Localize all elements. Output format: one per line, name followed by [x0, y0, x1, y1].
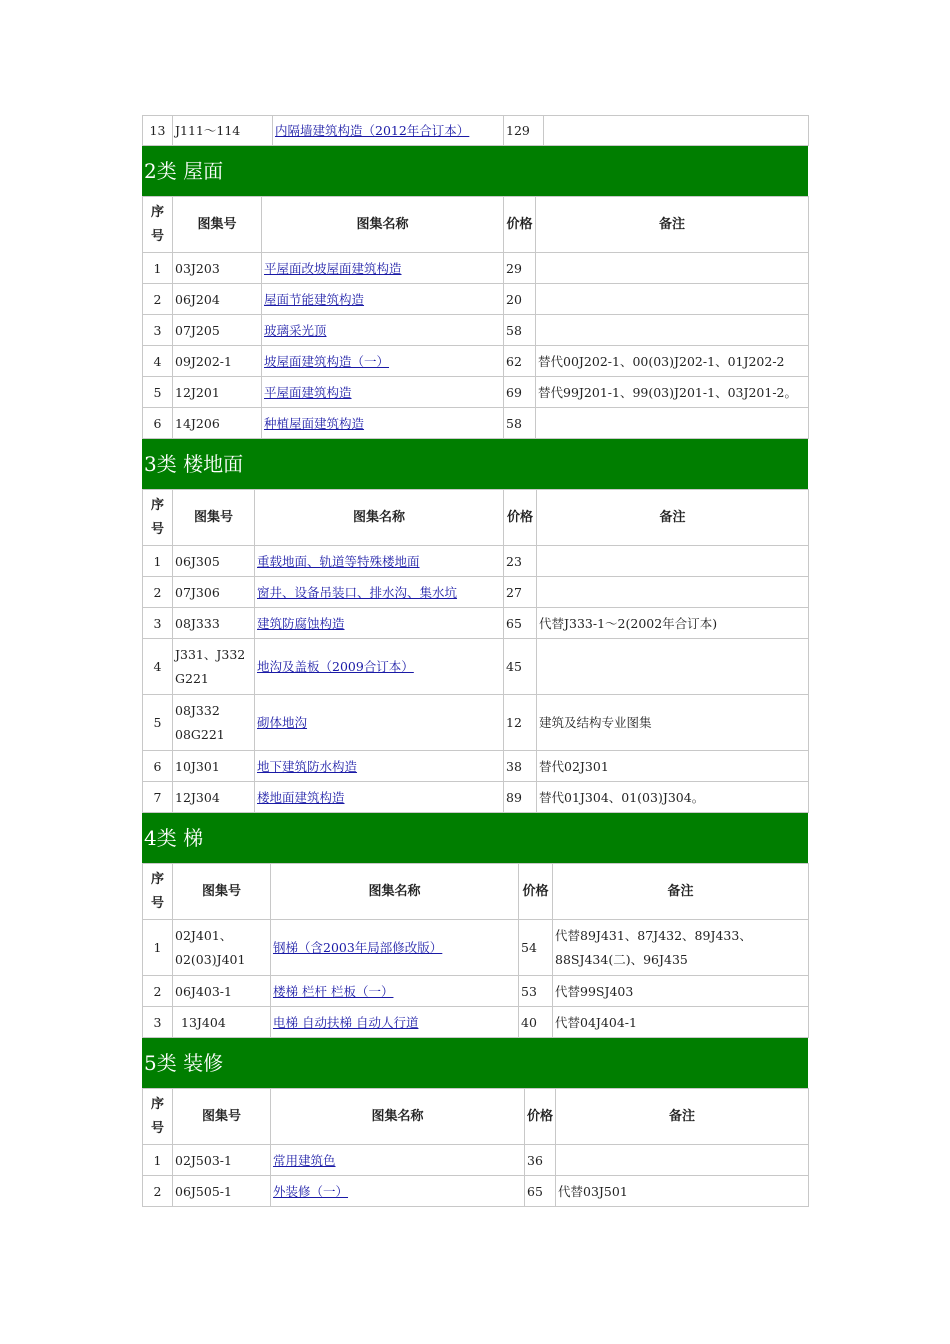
header-row [143, 197, 809, 253]
header-price: 价格 [525, 1089, 556, 1145]
note-cell [536, 315, 809, 346]
name-cell [271, 1007, 519, 1038]
note-cell [537, 546, 809, 577]
name-cell [255, 782, 504, 813]
section-banner-roof: 2类 屋面 [142, 146, 808, 196]
seq-cell: 3 [143, 1007, 173, 1038]
note-cell [556, 1145, 809, 1176]
section-table-decoration [142, 1088, 809, 1207]
seq-cell: 1 [143, 546, 173, 577]
table-row [143, 608, 809, 639]
seq-cell: 1 [143, 253, 173, 284]
code-cell: 09J202-1 [173, 346, 262, 377]
price-cell: 53 [519, 976, 553, 1007]
atlas-link[interactable]: 电梯 自动扶梯 自动人行道 [273, 1014, 419, 1030]
price-cell: 20 [504, 284, 536, 315]
note-cell [537, 577, 809, 608]
header-note: 备注 [553, 864, 809, 920]
price-cell: 29 [504, 253, 536, 284]
atlas-link[interactable]: 种植屋面建筑构造 [264, 415, 365, 431]
code-cell: 07J306 [173, 577, 255, 608]
note-cell: 建筑及结构专业图集 [537, 695, 809, 751]
name-cell [262, 284, 504, 315]
header-note: 备注 [556, 1089, 809, 1145]
seq-cell: 6 [143, 408, 173, 439]
atlas-link[interactable]: 常用建筑色 [273, 1152, 336, 1168]
header-row [143, 864, 809, 920]
price-cell: 54 [519, 920, 553, 976]
note-cell [536, 253, 809, 284]
seq-cell: 7 [143, 782, 173, 813]
name-cell [262, 346, 504, 377]
atlas-link[interactable]: 地下建筑防水构造 [257, 758, 358, 774]
name-cell [255, 751, 504, 782]
header-price: 价格 [504, 197, 536, 253]
table-row [143, 408, 809, 439]
seq-cell: 2 [143, 284, 173, 315]
price-cell: 65 [525, 1176, 556, 1207]
header-row [143, 490, 809, 546]
note-cell: 替代02J301 [537, 751, 809, 782]
name-cell [255, 608, 504, 639]
code-cell: 06J305 [173, 546, 255, 577]
header-name: 图集名称 [262, 197, 504, 253]
name-cell [255, 695, 504, 751]
code-cell: 13J404 [173, 1007, 271, 1038]
atlas-link[interactable]: 地沟及盖板（2009合订本） [257, 659, 414, 674]
note-line: 代替89J431、87J432、89J433、 [555, 927, 752, 943]
name-cell [271, 1176, 525, 1207]
header-code: 图集号 [173, 864, 271, 920]
note-cell [537, 639, 809, 695]
code-cell: 06J403-1 [173, 976, 271, 1007]
atlas-link[interactable]: 砌体地沟 [257, 715, 308, 730]
header-note: 备注 [537, 490, 809, 546]
code-cell: 08J333 [173, 608, 255, 639]
note-cell: 替代01J304、01(03)J304。 [537, 782, 809, 813]
table-row [143, 1007, 809, 1038]
note-cell: 代替03J501 [556, 1176, 809, 1207]
note-cell [536, 284, 809, 315]
top-continuation-table [142, 115, 809, 146]
name-cell [255, 546, 504, 577]
name-cell [255, 639, 504, 695]
section-banner-decoration: 5类 装修 [142, 1038, 808, 1088]
note-cell: 替代99J201-1、99(03)J201-1、03J201-2。 [536, 377, 809, 408]
table-row [143, 920, 809, 976]
price-cell: 12 [504, 695, 537, 751]
code-cell: 02J503-1 [173, 1145, 271, 1176]
name-cell [271, 976, 519, 1007]
table-row [143, 751, 809, 782]
table-row [143, 1176, 809, 1207]
code-cell [173, 639, 255, 695]
table-row [143, 284, 809, 315]
atlas-link[interactable]: 屋面节能建筑构造 [264, 291, 365, 307]
header-row [143, 1089, 809, 1145]
atlas-link[interactable]: 楼地面建筑构造 [257, 789, 345, 805]
table-row [143, 782, 809, 813]
table-row [143, 377, 809, 408]
seq-cell: 1 [143, 920, 173, 976]
name-cell [262, 253, 504, 284]
section-table-floor [142, 489, 809, 813]
section-banner-stairs: 4类 梯 [142, 813, 808, 863]
table-row [143, 346, 809, 377]
name-cell [271, 920, 519, 976]
code-cell: 03J203 [173, 253, 262, 284]
table-row [143, 546, 809, 577]
atlas-link[interactable]: 平屋面建筑构造 [264, 384, 352, 400]
header-name: 图集名称 [255, 490, 504, 546]
code-line: G221 [175, 670, 209, 686]
seq-cell: 1 [143, 1145, 173, 1176]
table-row [143, 315, 809, 346]
header-price: 价格 [519, 864, 553, 920]
code-cell: 12J201 [173, 377, 262, 408]
price-cell: 58 [504, 315, 536, 346]
code-line: 08G221 [175, 726, 225, 742]
header-code: 图集号 [173, 1089, 271, 1145]
header-seq: 序号 [143, 1089, 173, 1145]
header-seq: 序号 [143, 490, 173, 546]
header-seq: 序号 [143, 864, 173, 920]
price-cell: 36 [525, 1145, 556, 1176]
price-cell: 38 [504, 751, 537, 782]
section-banner-floor: 3类 楼地面 [142, 439, 808, 489]
atlas-link[interactable]: 重载地面、轨道等特殊楼地面 [257, 553, 420, 569]
table-row [143, 639, 809, 695]
note-cell: 代替J333-1～2(2002年合订本) [537, 608, 809, 639]
code-cell: 06J505-1 [173, 1176, 271, 1207]
code-cell: 14J206 [173, 408, 262, 439]
seq-cell: 2 [143, 976, 173, 1007]
code-cell: 10J301 [173, 751, 255, 782]
seq-cell: 13 [143, 116, 173, 146]
price-cell: 129 [504, 116, 544, 146]
seq-cell: 5 [143, 695, 173, 751]
name-cell [262, 377, 504, 408]
note-cell: 代替04J404-1 [553, 1007, 809, 1038]
seq-cell: 3 [143, 315, 173, 346]
price-cell: 27 [504, 577, 537, 608]
price-cell: 40 [519, 1007, 553, 1038]
seq-cell: 2 [143, 577, 173, 608]
section-table-roof [142, 196, 809, 439]
table-row [143, 695, 809, 751]
note-line: 88SJ434(二)、96J435 [555, 951, 688, 967]
name-cell [262, 315, 504, 346]
note-cell [536, 408, 809, 439]
price-cell: 69 [504, 377, 536, 408]
table-row [143, 976, 809, 1007]
atlas-link[interactable]: 内隔墙建筑构造（2012年合订本） [275, 123, 470, 138]
header-price: 价格 [504, 490, 537, 546]
seq-cell: 5 [143, 377, 173, 408]
name-cell [271, 1145, 525, 1176]
section-table-stairs [142, 863, 809, 1038]
seq-cell: 3 [143, 608, 173, 639]
atlas-link[interactable]: 建筑防腐蚀构造 [257, 615, 345, 631]
note-cell: 替代00J202-1、00(03)J202-1、01J202-2 [536, 346, 809, 377]
atlas-link[interactable]: 外装修（一） [273, 1183, 349, 1199]
name-cell [273, 116, 504, 146]
code-line: J331、J332 [175, 646, 246, 662]
seq-cell: 6 [143, 751, 173, 782]
atlas-link[interactable]: 坡屋面建筑构造（一） [264, 353, 390, 369]
code-cell [173, 920, 271, 976]
price-cell: 23 [504, 546, 537, 577]
header-code: 图集号 [173, 490, 255, 546]
header-code: 图集号 [173, 197, 262, 253]
table-row [143, 253, 809, 284]
price-cell: 62 [504, 346, 536, 377]
note-cell: 代替99SJ403 [553, 976, 809, 1007]
code-cell [173, 695, 255, 751]
atlas-link[interactable]: 钢梯（含2003年局部修改版） [273, 940, 443, 955]
atlas-link[interactable]: 玻璃采光顶 [264, 322, 327, 338]
price-cell: 65 [504, 608, 537, 639]
code-line: 02J401、 [175, 927, 233, 943]
document-page [142, 115, 808, 1207]
atlas-link[interactable]: 窗井、设备吊装口、排水沟、集水坑 [257, 584, 458, 600]
table-row [143, 116, 809, 146]
seq-cell: 2 [143, 1176, 173, 1207]
name-cell [255, 577, 504, 608]
atlas-link[interactable]: 楼梯 栏杆 栏板（一） [273, 983, 394, 999]
seq-cell: 4 [143, 346, 173, 377]
header-name: 图集名称 [271, 864, 519, 920]
header-note: 备注 [536, 197, 809, 253]
table-row [143, 577, 809, 608]
header-seq: 序号 [143, 197, 173, 253]
code-line: 08J332 [175, 702, 220, 718]
note-cell [553, 920, 809, 976]
code-cell: 12J304 [173, 782, 255, 813]
code-cell: 07J205 [173, 315, 262, 346]
table-row [143, 1145, 809, 1176]
price-cell: 45 [504, 639, 537, 695]
atlas-link[interactable]: 平屋面改坡屋面建筑构造 [264, 260, 402, 276]
header-name: 图集名称 [271, 1089, 525, 1145]
code-cell: J111～114 [173, 116, 273, 146]
price-cell: 89 [504, 782, 537, 813]
code-line: 02(03)J401 [175, 951, 246, 967]
note-cell [544, 116, 809, 146]
seq-cell: 4 [143, 639, 173, 695]
price-cell: 58 [504, 408, 536, 439]
code-cell: 06J204 [173, 284, 262, 315]
name-cell [262, 408, 504, 439]
